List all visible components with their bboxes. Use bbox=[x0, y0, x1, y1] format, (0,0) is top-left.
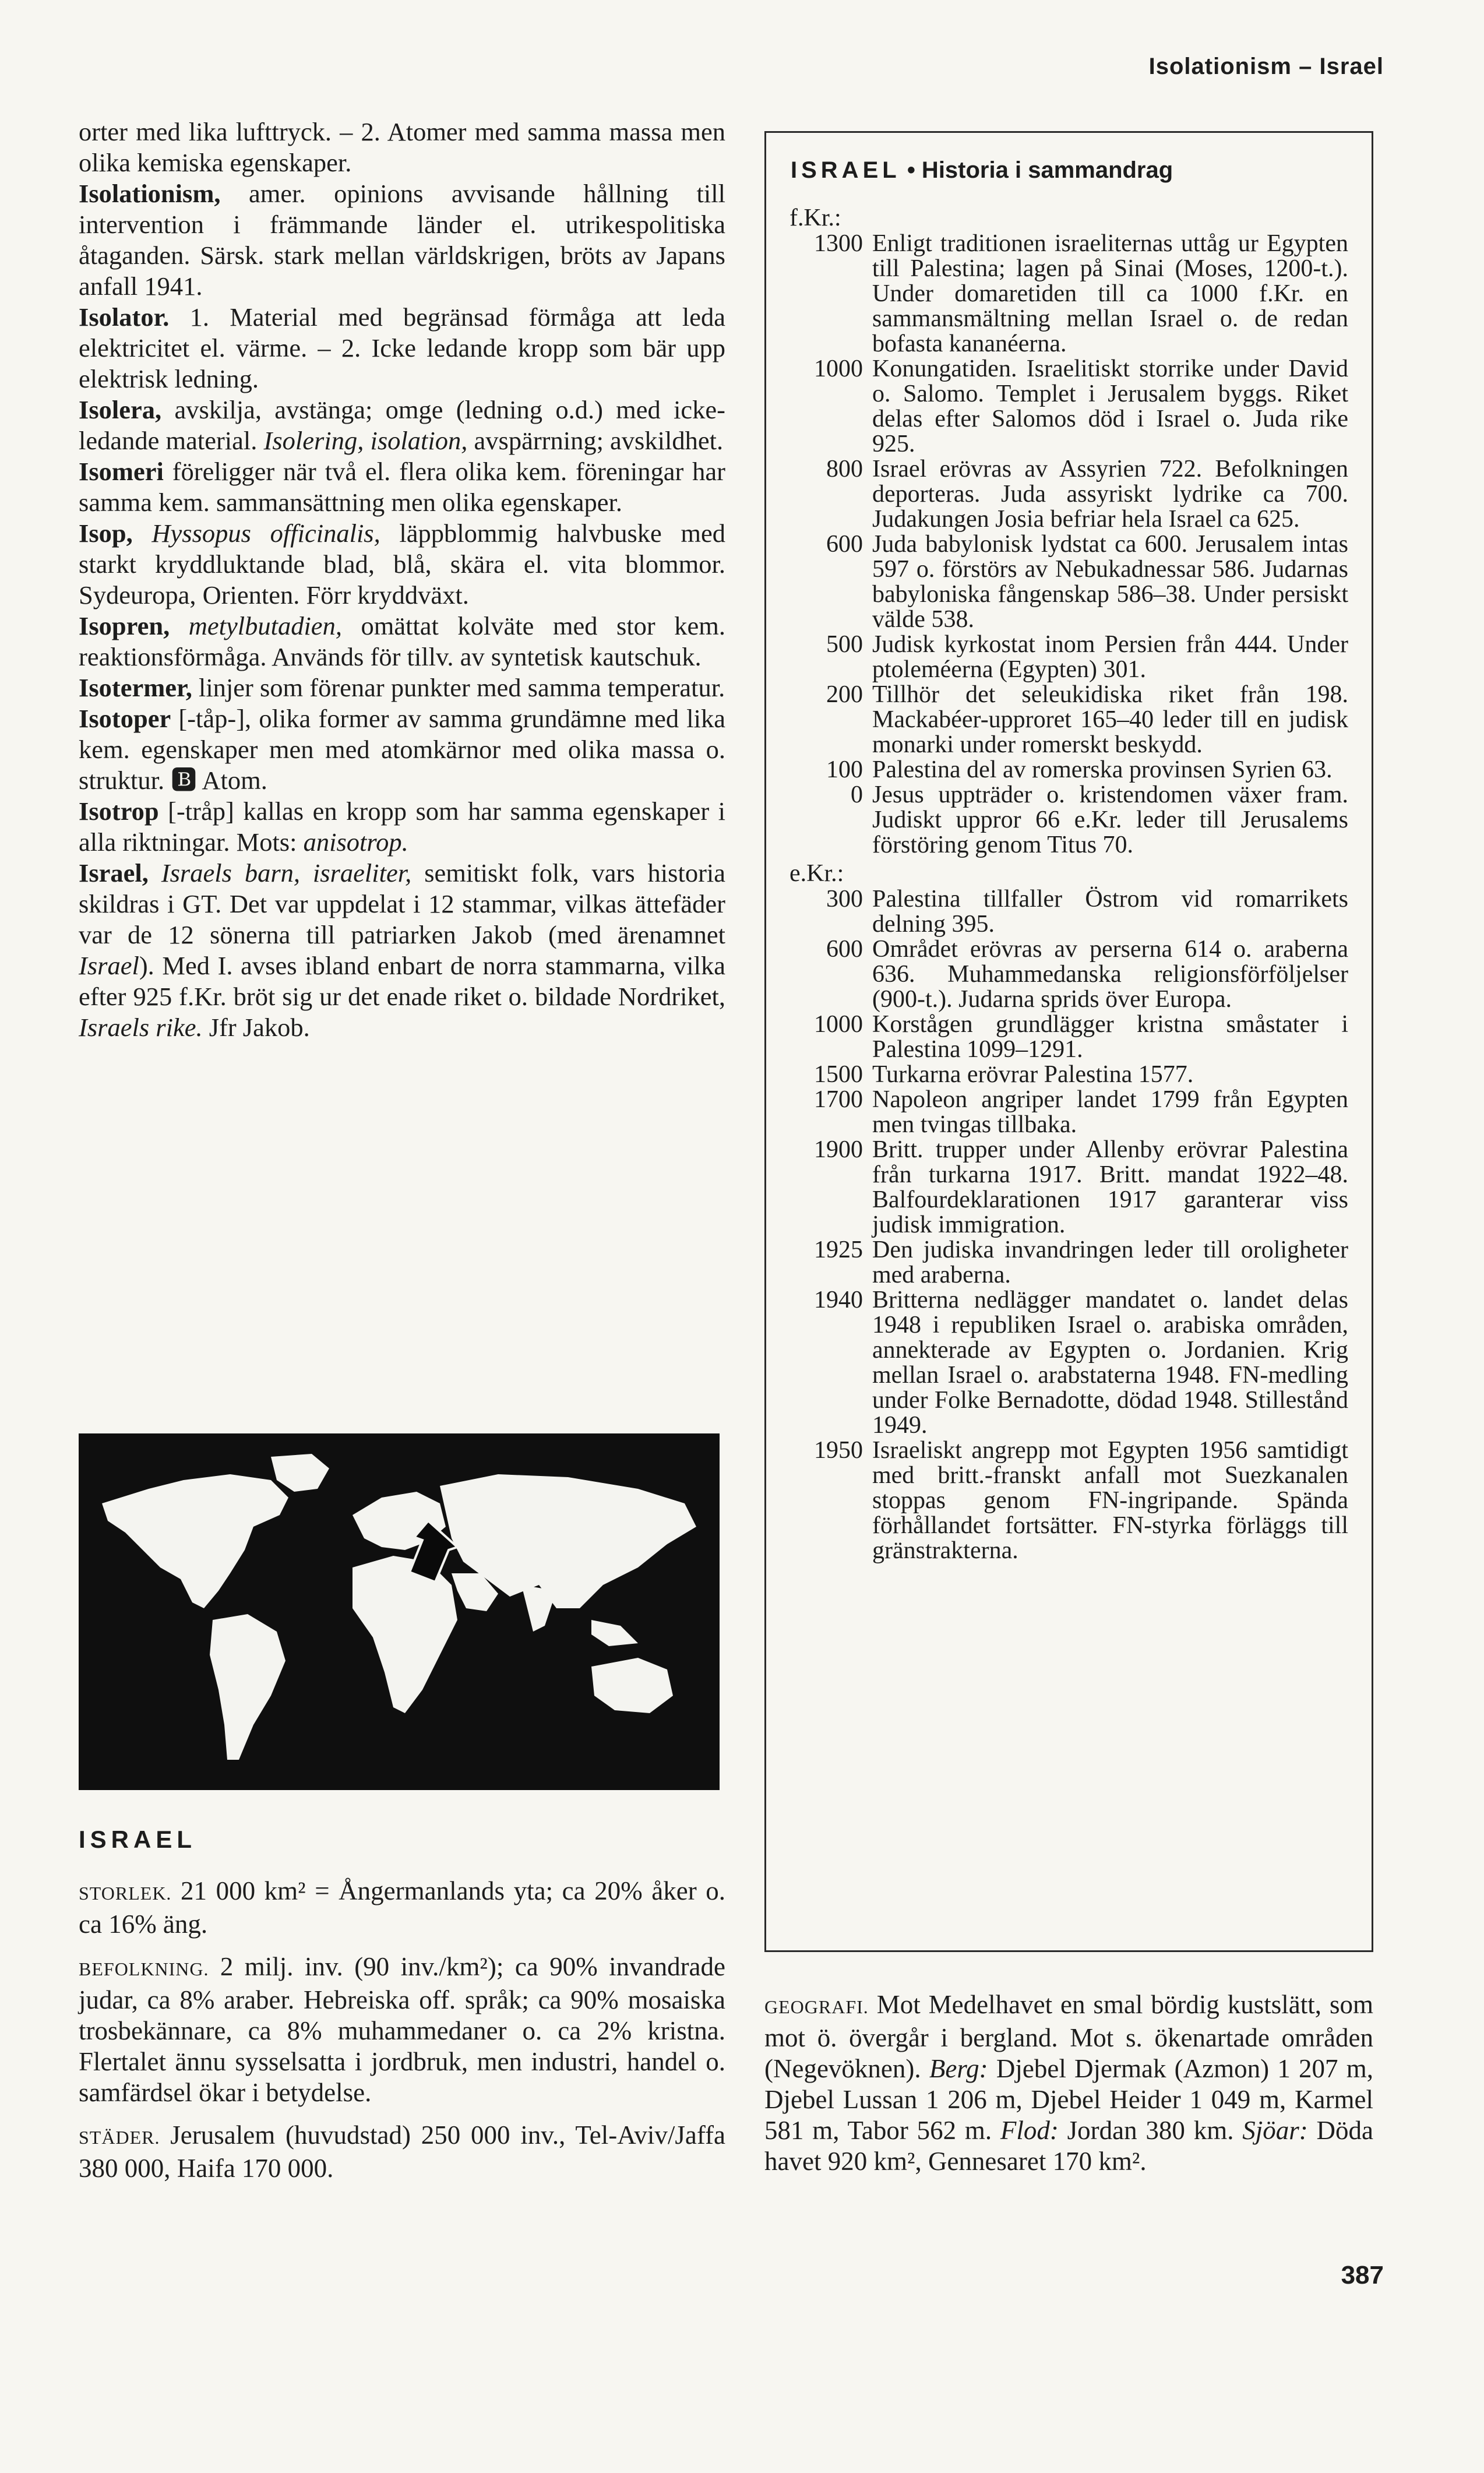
entry-term: Israel, bbox=[79, 858, 149, 887]
history-text: Israel erövras av Assyrien 722. Befolkningen deporteras. Juda assyriskt lydrike ca 700. Judakungen Josia befriar hela Israel ca 625. bbox=[872, 456, 1348, 533]
history-text: Palestina del av romerska provinsen Syrien 63. bbox=[872, 756, 1333, 783]
facts-title: ISRAEL bbox=[79, 1826, 197, 1853]
left-column bbox=[79, 117, 725, 1043]
entry-isopren bbox=[79, 611, 725, 672]
entry-italic: Israels barn, israeliter, bbox=[161, 858, 412, 887]
entry-text-rest: Jfr Jakob. bbox=[209, 1013, 310, 1042]
entry-isomeri bbox=[79, 456, 725, 518]
history-text: Judisk kyrkostat inom Persien från 444. Under ptoleméerna (Egypten) 301. bbox=[872, 631, 1348, 683]
entry-continuation bbox=[79, 117, 725, 178]
entry-text: 1. Material med begränsad förmåga att leda elektricitet el. värme. – 2. Icke ledande kropp som bär upp elektrisk ledning. bbox=[79, 302, 726, 393]
history-text: Britterna nedlägger mandatet o. landet delas 1948 i republiken Israel o. arabiska områden, annekterade av Egypten o. Jordanien. Krig mellan Israel o. arabstaterna 1948. FN-medling under Folke Bernadotte, dödad 1948. Stillestånd 1949. bbox=[872, 1287, 1348, 1439]
entry-isolationism bbox=[79, 178, 725, 302]
entry-isotrop bbox=[79, 796, 725, 858]
fact-stader bbox=[79, 2120, 725, 2184]
history-year: 1000 bbox=[814, 1011, 863, 1038]
entry-text: avskilja, avstänga; omge (ledning o.d.) med icke-ledande material. bbox=[79, 395, 726, 455]
history-text: Napoleon angriper landet 1799 från Egypten men tvingas tillbaka. bbox=[872, 1086, 1348, 1138]
history-row bbox=[791, 357, 1348, 457]
history-text: Jesus uppträder o. kristendomen växer fram. Judiskt uppror 66 e.Kr. leder till Jerusalems förstöring genom Titus 70. bbox=[872, 781, 1348, 858]
entry-israel bbox=[79, 858, 725, 1043]
fact-label: STORLEK. bbox=[79, 1883, 172, 1904]
world-map bbox=[79, 1433, 720, 1790]
entry-text-rest: avspärrning; avskildhet. bbox=[474, 426, 724, 455]
history-text: Korstågen grundlägger kristna småstater i Palestina 1099–1291. bbox=[872, 1011, 1348, 1063]
geography-berg-text: Djebel Djermak (Azmon) 1 207 m, Djebel Lussan 1 206 m, Djebel Heider 1 049 m, Karmel 581 m, Tabor 562 m. bbox=[764, 2054, 1374, 2145]
history-row bbox=[791, 457, 1348, 532]
entry-text: orter med lika lufttryck. – 2. Atomer med samma massa men olika kemiska egenskaper. bbox=[79, 117, 725, 177]
history-year: 100 bbox=[826, 756, 863, 783]
history-title-word: ISRAEL bbox=[791, 157, 901, 183]
history-text: Palestina tillfaller Östrom vid romarrikets delning 395. bbox=[872, 886, 1348, 938]
history-box bbox=[764, 131, 1373, 1952]
history-row bbox=[791, 937, 1348, 1012]
geography-flod-text: Jordan 380 km. bbox=[1067, 2116, 1234, 2145]
entry-term: Isomeri bbox=[79, 457, 164, 486]
history-year: 600 bbox=[826, 531, 863, 558]
world-map-svg bbox=[79, 1433, 720, 1790]
fact-label: STÄDER. bbox=[79, 2127, 160, 2148]
history-row bbox=[791, 1137, 1348, 1238]
era-bc-label: f.Kr.: bbox=[789, 205, 841, 231]
history-text: Enligt traditionen israeliternas uttåg ur Egypten till Palestina; lagen på Sinai (Moses, 1200-t.). Under domaretiden till ca 1000 f.Kr. en sammansmältning mellan Israel o. de redan bofasta kananéerna. bbox=[872, 230, 1348, 357]
entry-term: Isotermer, bbox=[79, 673, 192, 702]
history-text: Konungatiden. Israelitiskt storrike under David o. Salomo. Templet i Jerusalem byggs. Riket delas efter Salomos död i Israel o. Juda rike 925. bbox=[872, 355, 1348, 457]
entry-text: föreligger när två el. flera olika kem. föreningar har samma kem. sammansättning men olika egenskaper. bbox=[79, 457, 725, 517]
entry-isolator bbox=[79, 302, 725, 394]
entry-text: [-tråp] kallas en kropp som har samma egenskaper i alla riktningar. Mots: bbox=[79, 797, 726, 857]
entry-term: Isopren, bbox=[79, 611, 170, 640]
history-text: Den judiska invandringen leder till oroligheter med araberna. bbox=[872, 1236, 1348, 1288]
history-year: 0 bbox=[851, 781, 863, 808]
history-row bbox=[791, 1087, 1348, 1137]
fact-text: 2 milj. inv. (90 inv./km²); ca 90% invandrade judar, ca 8% araber. Hebreiska off. språk; ca 90% mosaiska trosbekännare, ca 8% muhammedaner o. ca 2% kristna. Flertalet ännu sysselsatta i jordbruk, men industri, handel o. samfärdsel ökar i betydelse. bbox=[79, 1952, 725, 2107]
history-row bbox=[791, 1288, 1348, 1438]
entry-italic: Hyssopus officinalis, bbox=[151, 519, 380, 548]
history-bc-list bbox=[791, 231, 1348, 858]
fact-befolkning bbox=[79, 1951, 725, 2108]
geography-section bbox=[764, 1989, 1373, 2177]
geography-berg-label: Berg: bbox=[929, 2054, 988, 2083]
geography-flod-label: Flod: bbox=[1000, 2116, 1059, 2145]
history-year: 800 bbox=[826, 456, 863, 482]
history-row bbox=[791, 1438, 1348, 1563]
history-text: Turkarna erövrar Palestina 1577. bbox=[872, 1061, 1194, 1088]
history-year: 1000 bbox=[814, 355, 863, 382]
history-row bbox=[791, 1012, 1348, 1062]
history-row bbox=[791, 682, 1348, 758]
history-year: 1300 bbox=[814, 230, 863, 257]
fact-text: Jerusalem (huvudstad) 250 000 inv., Tel-Aviv/Jaffa 380 000, Haifa 170 000. bbox=[79, 2120, 726, 2183]
history-year: 200 bbox=[826, 681, 863, 708]
geography-label: GEOGRAFI. bbox=[764, 1996, 869, 2017]
entry-text-rest: semitiskt folk, vars historia skildras i GT. Det var uppdelat i 12 stammar, vilkas ättefäder var de 12 sönerna till patriarken Jakob (med ärenamnet bbox=[79, 858, 726, 949]
page-number: 387 bbox=[1341, 2261, 1384, 2289]
entry-text-rest: läppblommig halvbuske med starkt kryddluktande blad, blå, skära el. vita blommor. Sydeuropa, Orienten. Förr kryddväxt. bbox=[79, 519, 726, 610]
history-year: 1940 bbox=[814, 1287, 863, 1313]
history-year: 1925 bbox=[814, 1236, 863, 1263]
entry-term: Isolator. bbox=[79, 302, 170, 332]
entry-italic: Isolering, isolation, bbox=[263, 426, 468, 455]
entry-term: Isotrop bbox=[79, 797, 159, 826]
running-head: Isolationism – Israel bbox=[1148, 54, 1384, 79]
history-year: 300 bbox=[826, 886, 863, 913]
history-text: Juda babylonisk lydstat ca 600. Jerusalem intas 597 o. förstörs av Nebukadnessar 586. Judarnas babyloniska fångenskap 586–38. Under persiskt välde 538. bbox=[872, 531, 1348, 633]
history-year: 1950 bbox=[814, 1437, 863, 1464]
history-year: 1700 bbox=[814, 1086, 863, 1113]
history-ad-list bbox=[791, 887, 1348, 1563]
history-text: Tillhör det seleukidiska riket från 198. Mackabéer-upproret 165–40 leder till en judisk monarki under romerskt beskydd. bbox=[872, 681, 1348, 758]
history-row bbox=[791, 1238, 1348, 1288]
geography-sjoar-text: Döda havet 920 km², Gennesaret 170 km². bbox=[764, 2116, 1374, 2176]
israel-facts bbox=[79, 1824, 725, 2196]
entry-isotermer bbox=[79, 672, 725, 703]
fact-storlek bbox=[79, 1876, 725, 1940]
history-text: Området erövras av perserna 614 o. araberna 636. Muhammedanska religionsförföljelser (900-t.). Judarna sprids över Europa. bbox=[872, 936, 1348, 1013]
fact-text: 21 000 km² = Ångermanlands yta; ca 20% åker o. ca 16% äng. bbox=[79, 1876, 726, 1939]
history-row bbox=[791, 632, 1348, 682]
entry-text: linjer som förenar punkter med samma temperatur. bbox=[198, 673, 725, 702]
history-row bbox=[791, 1062, 1348, 1087]
entry-isotoper bbox=[79, 703, 725, 796]
entry-italic: anisotrop. bbox=[303, 827, 408, 857]
entry-isop bbox=[79, 518, 725, 611]
history-year: 600 bbox=[826, 936, 863, 963]
entry-term: Isop, bbox=[79, 519, 133, 548]
entry-italic: metylbutadien, bbox=[188, 611, 342, 640]
entry-term: Isolera, bbox=[79, 395, 162, 424]
history-year: 1900 bbox=[814, 1136, 863, 1163]
entry-isolera bbox=[79, 394, 725, 456]
history-row bbox=[791, 231, 1348, 357]
era-ad-label: e.Kr.: bbox=[789, 860, 844, 887]
entry-term: Isotoper bbox=[79, 704, 171, 733]
entry-text: amer. opinions avvisande hållning till intervention i främmande länder el. utrikespolitiska åtaganden. Särsk. stark mellan världskrigen, bröts av Japans anfall 1941. bbox=[79, 179, 725, 301]
entry-text-rest: ). Med I. avses ibland enbart de norra stammarna, vilka efter 925 f.Kr. bröt sig ur det enade riket o. bildade Nordriket, bbox=[79, 951, 725, 1011]
history-title-rest: • Historia i sammandrag bbox=[907, 157, 1173, 183]
geography-text: Mot Medelhavet en smal bördig kustslätt, som mot ö. övergår i bergland. Mot s. ökenartade områden (Negevöknen). bbox=[764, 1990, 1373, 2083]
history-row bbox=[791, 887, 1348, 937]
history-row bbox=[791, 532, 1348, 632]
entry-italic: Israel bbox=[79, 951, 139, 980]
entry-text-rest: omättat kolväte med stor kem. reaktionsförmåga. Används för tillv. av syntetisk kautschuk. bbox=[79, 611, 725, 671]
history-year: 1500 bbox=[814, 1061, 863, 1088]
entry-term: Isolationism, bbox=[79, 179, 221, 208]
history-row bbox=[791, 783, 1348, 858]
history-title bbox=[791, 157, 1348, 184]
geography-sjoar-label: Sjöar: bbox=[1242, 2116, 1308, 2145]
fact-label: BEFOLKNING. bbox=[79, 1958, 209, 1979]
history-text: Israeliskt angrepp mot Egypten 1956 samtidigt med britt.-franskt anfall mot Suezkanalen stoppas genom FN-ingripande. Spända förhållandet fortsätter. FN-styrka förläggs till gränstrakterna. bbox=[872, 1437, 1348, 1564]
history-row bbox=[791, 758, 1348, 783]
entry-text: [-tåp-], olika former av samma grundämne med lika kem. egenskaper men med atomkärnor med olika massa o. struktur. 🅱 Atom. bbox=[79, 704, 725, 795]
entry-italic: Israels rike. bbox=[79, 1013, 203, 1042]
history-text: Britt. trupper under Allenby erövrar Palestina från turkarna 1917. Britt. mandat 1922–48. Balfourdeklarationen 1917 garanterar viss judisk immigration. bbox=[872, 1136, 1348, 1238]
history-year: 500 bbox=[826, 631, 863, 658]
